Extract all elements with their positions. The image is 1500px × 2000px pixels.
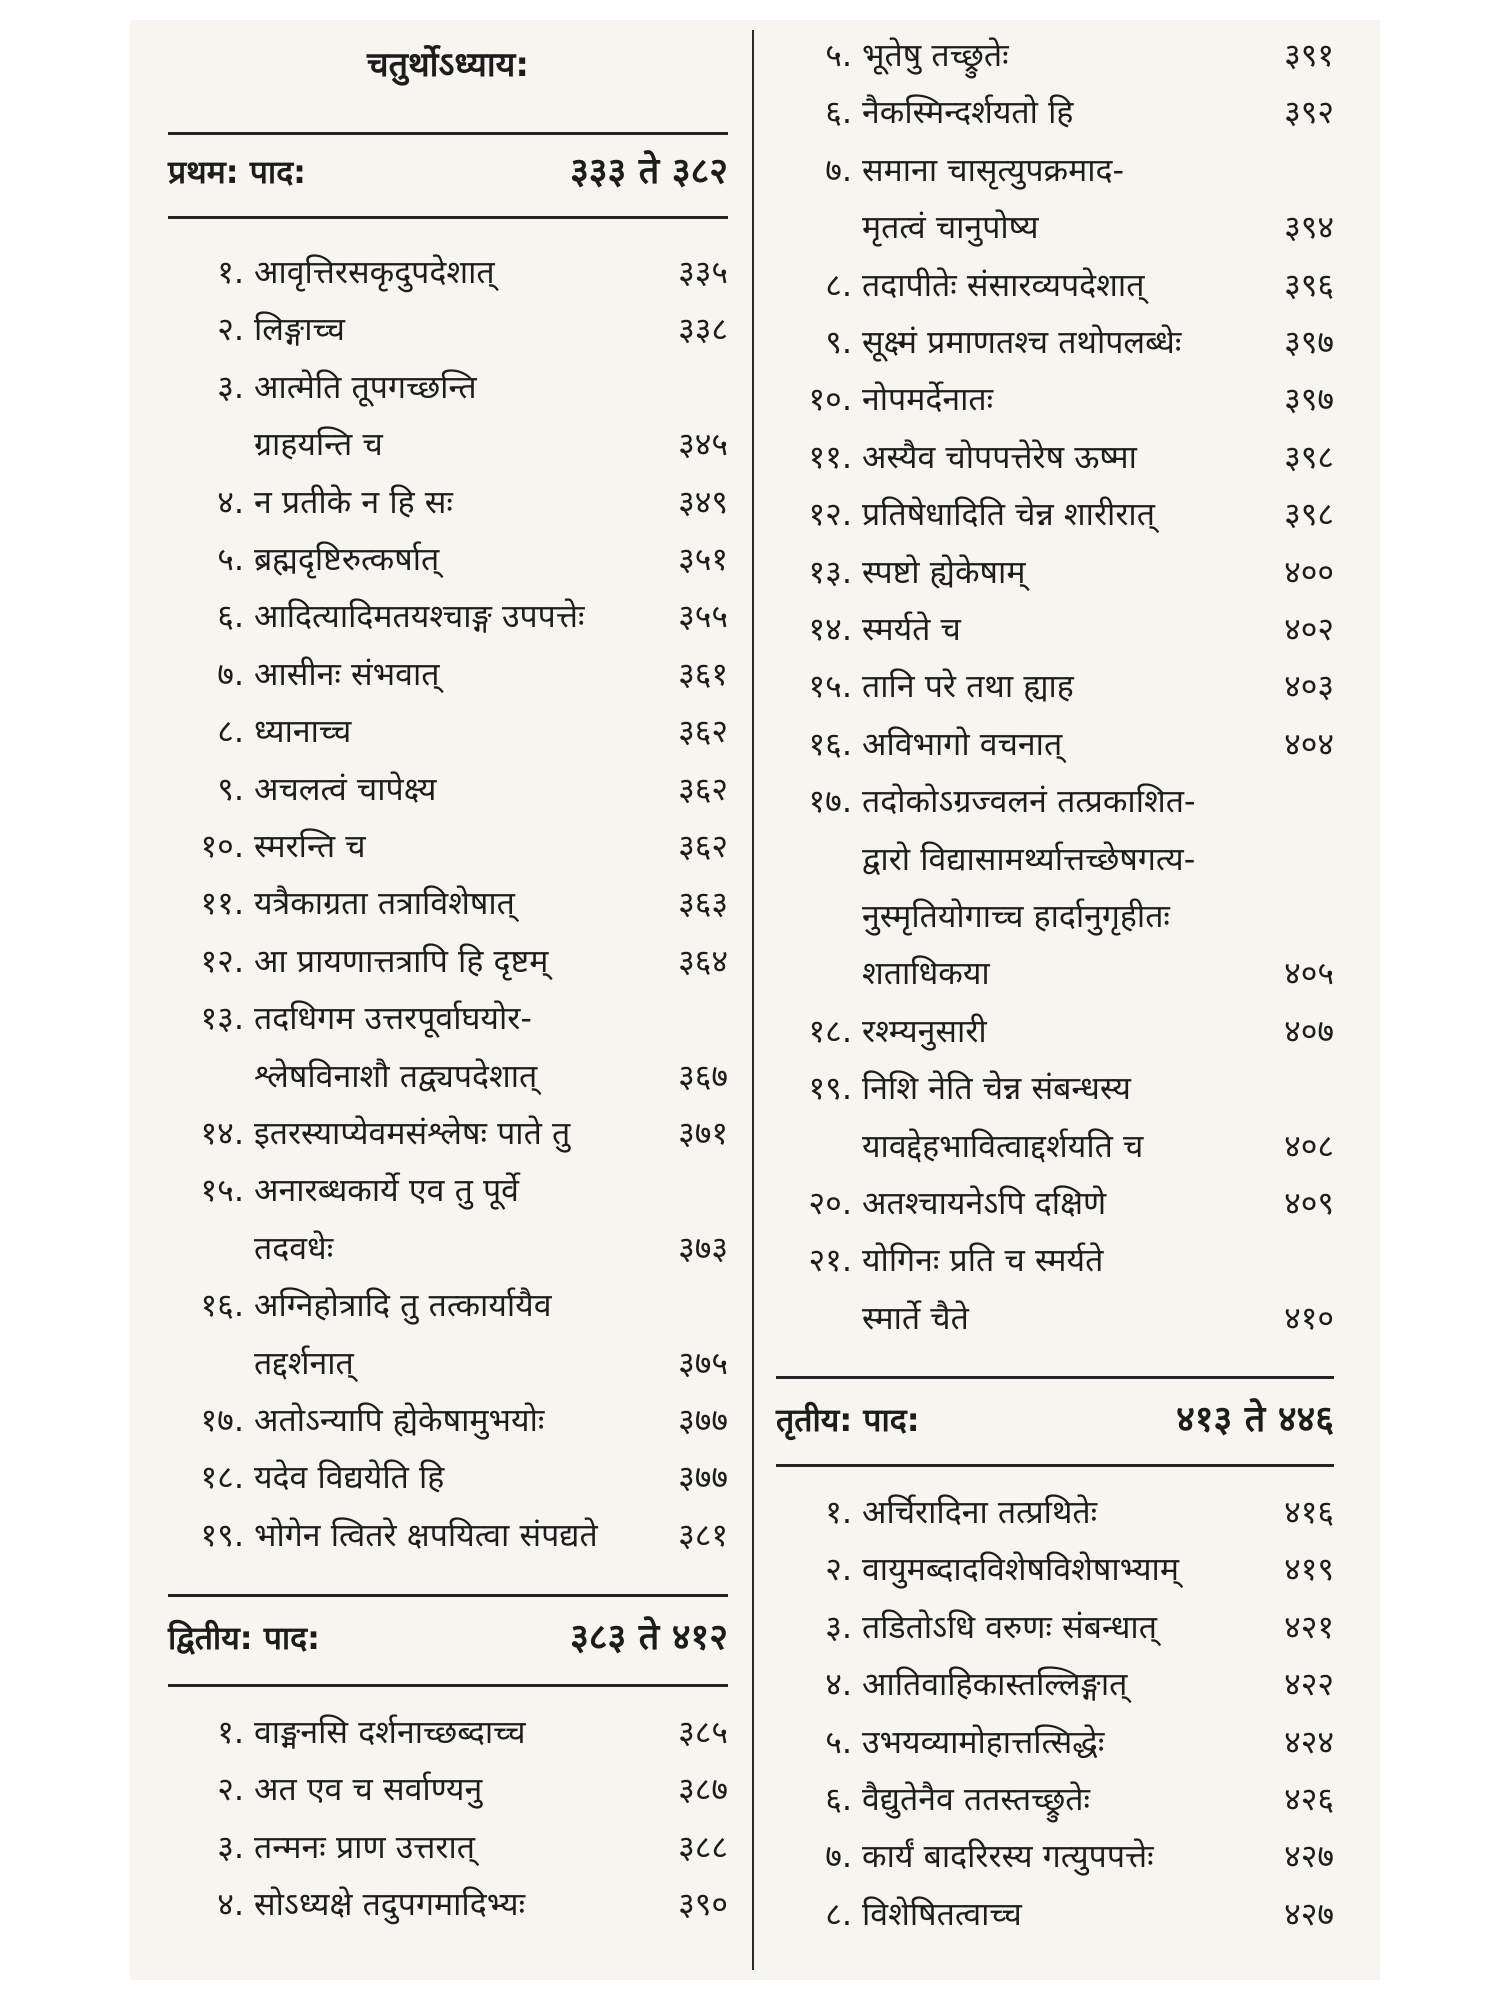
index-entry bbox=[776, 1771, 1334, 1827]
entry-number: ३. bbox=[217, 367, 244, 406]
entry-number: १७. bbox=[808, 782, 852, 821]
page-number: ३६२ bbox=[678, 769, 728, 808]
page-number: ३९२ bbox=[1284, 93, 1334, 132]
page-number: ४०० bbox=[1284, 552, 1334, 591]
index-entry bbox=[168, 990, 728, 1046]
index-entry bbox=[168, 818, 728, 874]
sutra-text: ध्यानाच्च bbox=[254, 712, 352, 751]
index-entry bbox=[168, 416, 728, 472]
page-number: ४०८ bbox=[1284, 1126, 1334, 1165]
entry-number: २. bbox=[825, 1550, 852, 1589]
sutra-text: कार्यं बादरिरस्य गत्युपपत्तेः bbox=[862, 1837, 1154, 1876]
sutra-text: लिङ्गाच्च bbox=[254, 310, 345, 349]
sutra-text: तन्मनः प्राण उत्तरात् bbox=[254, 1827, 476, 1866]
entry-number: ७. bbox=[217, 654, 244, 693]
sutra-text: तानि परे तथा ह्याह bbox=[862, 667, 1074, 706]
entry-number: ९. bbox=[825, 323, 852, 361]
page-number: ४०२ bbox=[1284, 610, 1334, 648]
page-number: ३८५ bbox=[678, 1713, 728, 1751]
sutra-text: यावद्देहभावित्वाद्दर्शयति च bbox=[862, 1126, 1144, 1165]
index-entry bbox=[776, 1290, 1334, 1346]
entry-number: ५. bbox=[217, 540, 244, 578]
page-number: ३६१ bbox=[678, 654, 728, 693]
section-rule-top bbox=[168, 132, 728, 135]
entry-number: ८. bbox=[825, 265, 852, 304]
sutra-text: रश्म्यनुसारी bbox=[862, 1011, 987, 1050]
sutra-text: वाङ्मनसि दर्शनाच्छब्दाच्च bbox=[254, 1713, 526, 1751]
entry-number: ८. bbox=[825, 1894, 852, 1933]
entry-number: ६. bbox=[217, 597, 244, 636]
section-rule-top bbox=[168, 1594, 728, 1597]
index-entry bbox=[776, 1232, 1334, 1288]
index-entry bbox=[168, 1048, 728, 1104]
entry-number: १०. bbox=[808, 380, 852, 419]
page-number: ३७३ bbox=[678, 1228, 728, 1267]
sutra-text: स्मरन्ति च bbox=[254, 827, 366, 865]
index-entry bbox=[168, 359, 728, 415]
page-number: ३९० bbox=[678, 1885, 728, 1924]
entry-number: २१. bbox=[808, 1241, 852, 1280]
entry-number: ६. bbox=[825, 1780, 852, 1818]
sutra-text: प्रतिषेधादिति चेन्न शारीरात् bbox=[862, 495, 1155, 534]
entry-number: १०. bbox=[200, 827, 244, 865]
sutra-text: अत एव च सर्वाण्यनु bbox=[254, 1770, 483, 1809]
entry-number: १४. bbox=[808, 610, 852, 648]
entry-number: ४. bbox=[825, 1665, 852, 1704]
page-number: ३५१ bbox=[678, 540, 728, 578]
index-entry bbox=[168, 474, 728, 530]
sutra-text: अस्यैव चोपपत्तेरेष ऊष्मा bbox=[862, 437, 1137, 476]
sutra-text: आत्मेति तूपगच्छन्ति bbox=[254, 367, 477, 406]
index-entry bbox=[776, 1060, 1334, 1116]
section-page-range: ४१३ ते ४४६ bbox=[1176, 1399, 1334, 1440]
index-entry bbox=[168, 761, 728, 817]
entry-number: १६. bbox=[808, 724, 852, 763]
index-entry bbox=[168, 933, 728, 989]
page-number: ४०७ bbox=[1284, 1011, 1334, 1050]
sutra-text: तद्दर्शनात् bbox=[254, 1343, 354, 1382]
sutra-text: आतिवाहिकास्तल्लिङ्गात् bbox=[862, 1665, 1128, 1704]
entry-number: ८. bbox=[217, 712, 244, 751]
entry-number: १९. bbox=[808, 1069, 852, 1108]
sutra-text: नैकस्मिन्दर्शयतो हि bbox=[862, 93, 1074, 132]
page-number: ३६२ bbox=[678, 827, 728, 865]
sutra-text: इतरस्याप्येवमसंश्लेषः पाते तु bbox=[254, 1114, 571, 1152]
sutra-text: नोपमर्देनातः bbox=[862, 380, 994, 419]
index-entry bbox=[776, 371, 1334, 427]
sutra-text: विशेषितत्वाच्च bbox=[862, 1894, 1022, 1933]
index-entry bbox=[776, 142, 1334, 198]
page-number: ३९७ bbox=[1284, 380, 1334, 419]
page-number: ३४९ bbox=[678, 482, 728, 521]
page-number: ४१६ bbox=[1284, 1493, 1334, 1531]
sutra-text: तदवधेः bbox=[254, 1228, 334, 1267]
index-entry bbox=[168, 531, 728, 587]
index-entry bbox=[776, 199, 1334, 255]
entry-number: ३. bbox=[217, 1827, 244, 1866]
page-number: ३९८ bbox=[1284, 495, 1334, 534]
entry-number: ५. bbox=[825, 36, 852, 74]
index-entry bbox=[168, 1761, 728, 1817]
entry-number: १९. bbox=[200, 1515, 244, 1554]
sutra-text: स्मार्ते चैते bbox=[862, 1298, 969, 1337]
section-rule-bottom bbox=[776, 1464, 1334, 1467]
page-number: ३४५ bbox=[678, 425, 728, 464]
section-rule-bottom bbox=[168, 216, 728, 219]
page-number: ४१९ bbox=[1284, 1550, 1334, 1589]
section-page-range: ३८३ ते ४१२ bbox=[570, 1617, 728, 1658]
index-entry bbox=[776, 1484, 1334, 1540]
index-entry bbox=[168, 703, 728, 759]
chapter-title: चतुर्थोऽध्याय: bbox=[366, 45, 529, 85]
section-page-range: ३३३ ते ३८२ bbox=[570, 151, 728, 192]
sutra-text: आ प्रायणात्तत्रापि हि दृष्टम् bbox=[254, 941, 549, 980]
sutra-text: आसीनः संभवात् bbox=[254, 654, 440, 693]
index-entry bbox=[168, 1449, 728, 1505]
index-entry bbox=[168, 1220, 728, 1276]
index-entry bbox=[168, 588, 728, 644]
sutra-text: वैद्युतेनैव ततस्तच्छ्रुतेः bbox=[862, 1780, 1090, 1818]
sutra-text: स्पष्टो ह्येकेषाम् bbox=[862, 552, 1026, 591]
entry-number: ६. bbox=[825, 93, 852, 132]
section-heading bbox=[168, 137, 728, 207]
sutra-text: श्लेषविनाशौ तद्व्यपदेशात् bbox=[254, 1056, 538, 1095]
page-number: ४२७ bbox=[1284, 1837, 1334, 1876]
page-number: ३९४ bbox=[1284, 208, 1334, 247]
page-number: ४२१ bbox=[1284, 1607, 1334, 1646]
entry-number: १. bbox=[217, 1713, 244, 1751]
sutra-text: भूतेषु तच्छ्रुतेः bbox=[862, 36, 1009, 74]
sutra-text: तडितोऽधि वरुणः संबन्धात् bbox=[862, 1607, 1157, 1646]
section-name: द्वितीय: पाद: bbox=[168, 1619, 320, 1657]
sutra-text: न प्रतीके न हि सः bbox=[254, 482, 453, 521]
sutra-text: अग्निहोत्रादि तु तत्कार्यायैव bbox=[254, 1286, 552, 1325]
sutra-text: उभयव्यामोहात्तत्सिद्धेः bbox=[862, 1722, 1105, 1761]
index-entry bbox=[168, 1819, 728, 1875]
page-number: ३८१ bbox=[678, 1515, 728, 1554]
sutra-text: वायुमब्दादविशेषविशेषाभ्याम् bbox=[862, 1550, 1179, 1589]
sutra-text: आदित्यादिमतयश्चाङ्ग उपपत्तेः bbox=[254, 597, 585, 636]
index-entry bbox=[168, 875, 728, 931]
sutra-text: तदापीतेः संसारव्यपदेशात् bbox=[862, 265, 1145, 304]
sutra-text: अर्चिरादिना तत्प्रथितेः bbox=[862, 1493, 1098, 1531]
page-number: ३६७ bbox=[678, 1056, 728, 1095]
index-entry bbox=[776, 1599, 1334, 1655]
entry-number: १८. bbox=[200, 1458, 244, 1497]
index-entry bbox=[168, 646, 728, 702]
page-number: ४२६ bbox=[1284, 1780, 1334, 1818]
sutra-text: अचलत्वं चापेक्ष्य bbox=[254, 769, 437, 808]
page-number: ४२४ bbox=[1284, 1722, 1334, 1761]
sutra-text: द्वारो विद्यासामर्थ्यात्तच्छेषगत्य- bbox=[862, 839, 1196, 878]
page-number: ४२२ bbox=[1284, 1665, 1334, 1704]
entry-number: २. bbox=[217, 1770, 244, 1809]
column-divider bbox=[752, 30, 754, 1970]
sutra-text: आवृत्तिरसकृदुपदेशात् bbox=[254, 253, 495, 291]
sutra-text: अतश्चायनेऽपि दक्षिणे bbox=[862, 1184, 1107, 1222]
entry-number: ७. bbox=[825, 1837, 852, 1876]
index-entry bbox=[776, 486, 1334, 542]
index-entry bbox=[168, 244, 728, 300]
index-entry bbox=[776, 945, 1334, 1001]
index-entry bbox=[776, 1541, 1334, 1597]
entry-number: २. bbox=[217, 310, 244, 349]
entry-number: ५. bbox=[825, 1722, 852, 1761]
entry-number: १४. bbox=[200, 1114, 244, 1152]
entry-number: ७. bbox=[825, 150, 852, 189]
index-entry bbox=[168, 1335, 728, 1391]
entry-number: १. bbox=[825, 1493, 852, 1531]
page-number: ३६४ bbox=[678, 941, 728, 980]
index-entry bbox=[776, 888, 1334, 944]
entry-number: १७. bbox=[200, 1401, 244, 1439]
index-entry bbox=[168, 1162, 728, 1218]
sutra-text: योगिनः प्रति च स्मर्यते bbox=[862, 1241, 1104, 1280]
page-number: ४०३ bbox=[1284, 667, 1334, 706]
page-number: ३८८ bbox=[678, 1827, 728, 1866]
page-number: ३७७ bbox=[678, 1458, 728, 1497]
index-entry bbox=[168, 1704, 728, 1760]
sutra-text: स्मर्यते च bbox=[862, 610, 961, 648]
sutra-text: तदधिगम उत्तरपूर्वाघयोर- bbox=[254, 999, 532, 1038]
index-entry bbox=[168, 1105, 728, 1161]
page-number: ३६३ bbox=[678, 884, 728, 923]
entry-number: १३. bbox=[808, 552, 852, 591]
index-entry bbox=[776, 429, 1334, 485]
entry-number: १५. bbox=[808, 667, 852, 706]
entry-number: ११. bbox=[808, 437, 852, 476]
section-rule-top bbox=[776, 1376, 1334, 1379]
page-number: ४०९ bbox=[1284, 1184, 1334, 1222]
page-number: ३७१ bbox=[678, 1114, 728, 1152]
index-entry bbox=[776, 601, 1334, 657]
entry-number: ९. bbox=[217, 769, 244, 808]
page-number: ३९१ bbox=[1284, 36, 1334, 74]
sutra-text: अविभागो वचनात् bbox=[862, 724, 1063, 763]
index-entry bbox=[776, 658, 1334, 714]
entry-number: १२. bbox=[808, 495, 852, 534]
entry-number: ४. bbox=[217, 1885, 244, 1924]
sutra-text: सूक्ष्मं प्रमाणतश्च तथोपलब्धेः bbox=[862, 323, 1182, 361]
sutra-text: यदेव विद्ययेति हि bbox=[254, 1458, 445, 1497]
sutra-text: अनारब्धकार्ये एव तु पूर्वे bbox=[254, 1171, 519, 1210]
section-name: प्रथम: पाद: bbox=[168, 153, 306, 191]
sutra-text: मृतत्वं चानुपोष्य bbox=[862, 208, 1039, 247]
entry-number: २०. bbox=[808, 1184, 852, 1222]
index-entry bbox=[776, 1714, 1334, 1770]
entry-number: १५. bbox=[200, 1171, 244, 1210]
page-number: ३९७ bbox=[1284, 323, 1334, 361]
page-number: ३७५ bbox=[678, 1343, 728, 1382]
entry-number: ३. bbox=[825, 1607, 852, 1646]
index-entry bbox=[776, 1175, 1334, 1231]
index-entry bbox=[168, 1507, 728, 1563]
page-number: ३६२ bbox=[678, 712, 728, 751]
index-entry bbox=[776, 831, 1334, 887]
section-heading bbox=[168, 1603, 728, 1673]
page-number: ४१० bbox=[1284, 1298, 1334, 1337]
index-entry bbox=[168, 1277, 728, 1333]
sutra-text: यत्रैकाग्रता तत्राविशेषात् bbox=[254, 884, 515, 923]
page-number: ३९६ bbox=[1284, 265, 1334, 304]
index-entry bbox=[776, 716, 1334, 772]
sutra-text: निशि नेति चेन्न संबन्धस्य bbox=[862, 1069, 1131, 1108]
page-number: ३३८ bbox=[678, 310, 728, 349]
page-number: ४०४ bbox=[1284, 724, 1334, 763]
page-number: ३५५ bbox=[678, 597, 728, 636]
section-name: तृतीय: पाद: bbox=[776, 1401, 920, 1439]
index-entry bbox=[776, 257, 1334, 313]
page-number: ४०५ bbox=[1284, 954, 1334, 993]
page-number: ३३५ bbox=[678, 253, 728, 291]
index-entry bbox=[168, 301, 728, 357]
index-entry bbox=[776, 27, 1334, 83]
sutra-text: सोऽध्यक्षे तदुपगमादिभ्यः bbox=[254, 1885, 526, 1924]
sutra-text: भोगेन त्वितरे क्षपयित्वा संपद्यते bbox=[254, 1515, 598, 1554]
index-entry bbox=[776, 84, 1334, 140]
sutra-text: शताधिकया bbox=[862, 954, 990, 993]
sutra-text: नुस्मृतियोगाच्च हार्दानुगृहीतः bbox=[862, 897, 1170, 935]
sutra-text: अतोऽन्यापि ह्येकेषामुभयोः bbox=[254, 1401, 545, 1439]
index-entry bbox=[168, 1392, 728, 1448]
page-number: ३८७ bbox=[678, 1770, 728, 1809]
entry-number: ४. bbox=[217, 482, 244, 521]
page-number: ३९८ bbox=[1284, 437, 1334, 476]
index-entry bbox=[776, 1656, 1334, 1712]
section-rule-bottom bbox=[168, 1684, 728, 1687]
index-entry bbox=[776, 1828, 1334, 1884]
index-entry bbox=[776, 1118, 1334, 1174]
index-entry bbox=[776, 773, 1334, 829]
page-number: ४२७ bbox=[1284, 1894, 1334, 1933]
section-heading bbox=[776, 1385, 1334, 1455]
index-entry bbox=[168, 1876, 728, 1932]
sutra-text: समाना चासृत्युपक्रमाद- bbox=[862, 150, 1125, 189]
entry-number: १६. bbox=[200, 1286, 244, 1325]
entry-number: १३. bbox=[200, 999, 244, 1038]
page-number: ३७७ bbox=[678, 1401, 728, 1439]
entry-number: ११. bbox=[200, 884, 244, 923]
entry-number: १२. bbox=[200, 941, 244, 980]
index-entry bbox=[776, 1003, 1334, 1059]
index-entry bbox=[776, 544, 1334, 600]
sutra-text: तदोकोऽग्रज्वलनं तत्प्रकाशित- bbox=[862, 782, 1196, 821]
index-entry bbox=[776, 314, 1334, 370]
sutra-text: ब्रह्मदृष्टिरुत्कर्षात् bbox=[254, 540, 440, 578]
entry-number: १. bbox=[217, 253, 244, 291]
entry-number: १८. bbox=[808, 1011, 852, 1050]
sutra-text: ग्राहयन्ति च bbox=[254, 425, 383, 464]
index-entry bbox=[776, 1886, 1334, 1942]
